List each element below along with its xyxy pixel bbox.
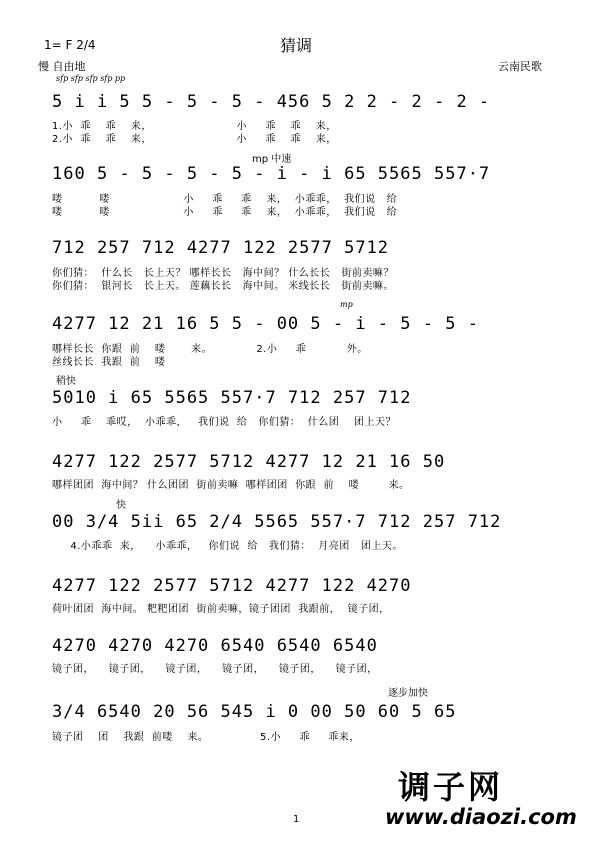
lyrics-line: 小 乖 乖哎， 小乖乖， 我们说 给 你们猜： 什么团 团上天？ <box>52 417 396 428</box>
lyrics-line: 哪样团团 海中间？ 什么团团 街前卖嘛 哪样团团 你跟 前 喽 来。 <box>52 480 410 491</box>
tempo-change-mark: 稍快 <box>56 376 76 387</box>
notation-line: 4277 122 2577 5712 4277 122 4270 <box>52 576 412 596</box>
score-system <box>52 576 544 616</box>
dynamics-mark: sfp sfp sfp sfp pp <box>56 74 126 83</box>
notation-line: 160 5 - 5 - 5 - 5 - i - i 65 5565 557·7 <box>52 164 491 184</box>
watermark-logo: 调子网 <box>398 768 504 806</box>
lyrics-line: 你们猜： 什么长 长上天？ 哪样长长 海中间？ 什么长长 街前卖嘛？ <box>52 268 394 279</box>
lyrics-line: 喽 喽 小 乖 乖 来， 小乖乖， 我们说 给 <box>52 207 398 218</box>
dynamics-mark: mp <box>340 300 353 309</box>
notation-line: 5010 i 65 5565 557·7 712 257 712 <box>52 388 412 408</box>
lyrics-line: 2.小 乖 乖 来， 小 乖 乖 来， <box>52 134 337 145</box>
notation-line: 5 i i 5 5 - 5 - 5 - 456 5 2 2 - 2 - 2 - <box>52 92 491 112</box>
notation-line: 712 257 712 4277 122 2577 5712 <box>52 238 390 258</box>
song-origin: 云南民歌 <box>498 60 542 73</box>
tempo-change-mark: 逐步加快 <box>388 688 428 699</box>
score-system <box>52 636 544 676</box>
notation-line: 3/4 6540 20 56 545 i 0 00 50 60 5 65 <box>52 702 457 722</box>
score-system <box>52 372 544 432</box>
lyrics-line: 喽 喽 小 乖 乖 来， 小乖乖， 我们说 给 <box>52 194 398 205</box>
lyrics-line: 哪样长长 你跟 前 喽 来。 2.小 乖 外。 <box>52 344 368 355</box>
page-title: 猜调 <box>280 36 313 55</box>
lyrics-line: 镜子团， 镜子团， 镜子团， 镜子团， 镜子团， 镜子团， <box>52 664 378 675</box>
score-system <box>52 238 544 298</box>
score-system <box>52 448 544 498</box>
notation-line: 4270 4270 4270 6540 6540 6540 <box>52 636 378 656</box>
lyrics-line: 荷叶团团 海中间。 粑粑团团 街前卖嘛，镜子团团 我跟前， 镜子团， <box>52 604 390 615</box>
lyrics-line: 4.小乖乖 来， 小乖乖， 你们说 给 我们猜： 月亮团 团上天。 <box>52 541 403 552</box>
lyrics-line: 镜子团 团 我跟 前喽 来。 5.小 乖 乖来， <box>52 732 360 743</box>
lyrics-line: 丝线长长 我跟 前 喽 <box>52 357 166 368</box>
score-system <box>52 684 544 744</box>
score-system <box>52 150 544 220</box>
watermark-url: www.diaozi.com <box>385 805 577 829</box>
tempo-change-mark: mp 中速 <box>252 154 292 165</box>
notation-line: 4277 122 2577 5712 4277 12 21 16 50 <box>52 452 446 472</box>
page-number: 1 <box>293 814 300 825</box>
key-signature: 1= F 2/4 <box>44 38 96 52</box>
tempo-change-mark: 快 <box>116 500 126 511</box>
lyrics-line: 1.小 乖 乖 来， 小 乖 乖 来， <box>52 121 337 132</box>
lyrics-line: 你们猜： 银河长 长上天。 莲藕长长 海中间。 米线长长 街前卖嘛。 <box>52 281 394 292</box>
notation-line: 4277 12 21 16 5 5 - 00 5 - i - 5 - 5 - <box>52 314 479 334</box>
score-system <box>52 496 544 556</box>
score-system <box>52 300 544 370</box>
score-system <box>52 74 544 144</box>
tempo-marking: 慢 自由地 <box>38 60 86 73</box>
notation-line: 00 3/4 5ii 65 2/4 5565 557·7 712 257 712 <box>52 512 502 532</box>
